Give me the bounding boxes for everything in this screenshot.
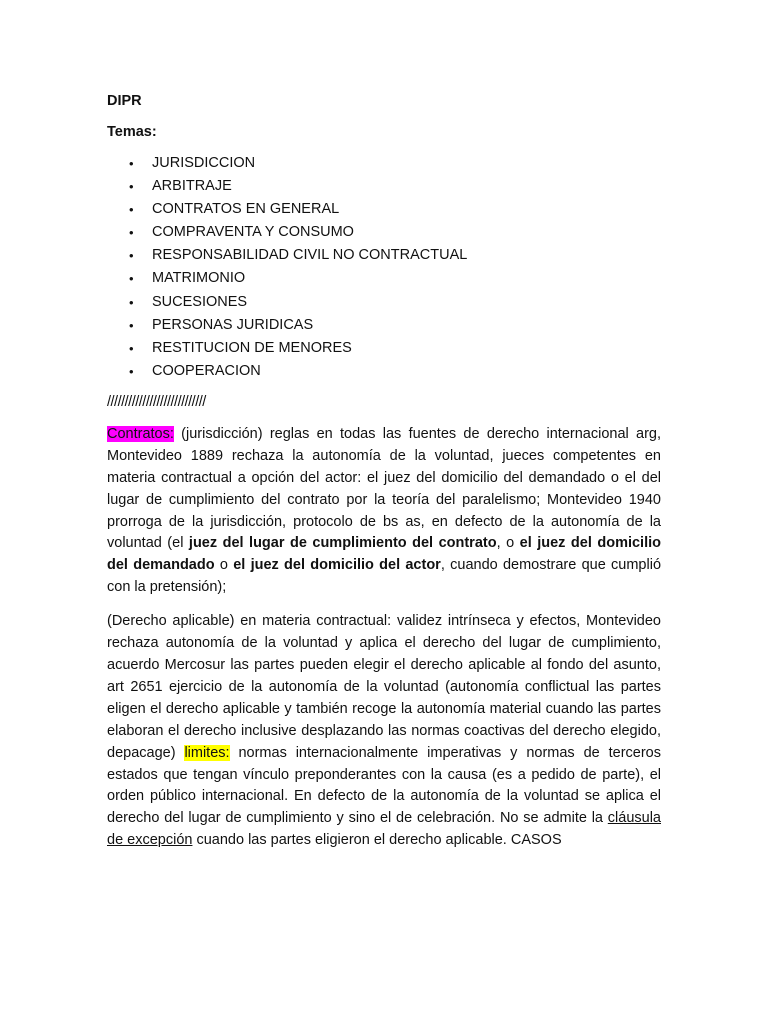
topic-label: SUCESIONES <box>152 293 248 310</box>
separator-line: //////////////////////////// <box>107 393 206 410</box>
list-item <box>107 152 661 175</box>
topic-label: RESTITUCION DE MENORES <box>152 339 352 356</box>
paragraph-contratos-jurisdiccion <box>107 424 661 599</box>
bold-phrase: el juez del domicilio del actor <box>233 557 441 574</box>
list-item <box>107 360 661 383</box>
highlighted-label-contratos: Contratos: <box>107 425 174 442</box>
list-item <box>107 337 661 360</box>
topic-label: ARBITRAJE <box>152 178 232 195</box>
list-item <box>107 244 661 267</box>
topic-label: JURISDICCION <box>152 155 256 171</box>
bold-phrase: el juez del domicilio del demandado <box>107 535 662 574</box>
paragraph-derecho-aplicable <box>107 611 661 852</box>
topic-label: CONTRATOS EN GENERAL <box>152 201 340 218</box>
bullet-icon: • <box>129 248 134 264</box>
bullet-icon: • <box>129 179 134 195</box>
underlined-phrase: cláusula de excepción <box>107 810 661 849</box>
topic-label: MATRIMONIO <box>152 270 246 287</box>
bullet-icon: • <box>129 363 134 379</box>
topic-label: RESPONSABILIDAD CIVIL NO CONTRACTUAL <box>152 247 468 264</box>
paragraph-text: (Derecho aplicable) en materia contractual: validez intrínseca y efectos, Montevideo rechaza autonomía de la voluntad y aplica el derecho del lugar de cumplimiento, acuerdo Mercosur las partes pueden elegir el derecho aplicable al fondo del asunto, art 2651 ejercicio de la autonomía de la voluntad (autonomía conflictual las partes eligen el derecho aplicable y también recoge la autonomía material cuando las partes elaboran el derecho inclusive desplazando las normas coactivas del derecho elegido, depacage) <box>107 613 661 761</box>
document-title: DIPR <box>107 93 142 109</box>
topics-list <box>107 152 661 383</box>
bullet-icon: • <box>129 271 134 287</box>
topic-label: COMPRAVENTA Y CONSUMO <box>152 224 354 241</box>
paragraph-text: cuando las partes eligieron el derecho aplicable. CASOS <box>192 832 562 849</box>
paragraph-text: , o <box>496 535 520 552</box>
list-item <box>107 291 661 314</box>
highlighted-label-limites: limites: <box>184 744 230 761</box>
topics-heading: Temas: <box>107 124 157 140</box>
list-item <box>107 314 661 337</box>
paragraph-text: o <box>214 557 234 574</box>
topic-label: COOPERACION <box>152 362 261 379</box>
list-item <box>107 175 661 198</box>
paragraph-text: (jurisdicción) reglas en todas las fuentes de derecho internacional arg, Montevideo 1889 rechaza la autonomía de la voluntad, jueces competentes en materia contractual a opción del actor: el juez del domicilio del demandado o el del lugar de cumplimiento del contrato por la teoría del paralelismo; Montevideo 1940 prorroga de la jurisdicción, protocolo de bs as, en defecto de la autonomía de la voluntad (el <box>107 425 661 552</box>
list-item <box>107 221 661 244</box>
list-item <box>107 198 661 221</box>
topic-label: PERSONAS JURIDICAS <box>152 316 314 333</box>
bullet-icon: • <box>129 156 134 171</box>
paragraph-text: normas internacionalmente imperativas y normas de terceros estados que tengan vínculo preponderantes con la causa (es a pedido de parte), el orden público internacional. En defecto de la autonomía de la voluntad se aplica el derecho del lugar de cumplimiento y sino el de celebración. No se admite la <box>107 744 661 827</box>
bold-phrase: juez del lugar de cumplimiento del contrato <box>188 535 497 552</box>
bullet-icon: • <box>129 202 134 218</box>
list-item <box>107 267 661 290</box>
bullet-icon: • <box>129 317 134 333</box>
bullet-icon: • <box>129 225 134 241</box>
bullet-icon: • <box>129 294 134 310</box>
bullet-icon: • <box>129 340 134 356</box>
paragraph-text: , cuando demostrare que cumplió con la pretensión); <box>107 557 662 596</box>
